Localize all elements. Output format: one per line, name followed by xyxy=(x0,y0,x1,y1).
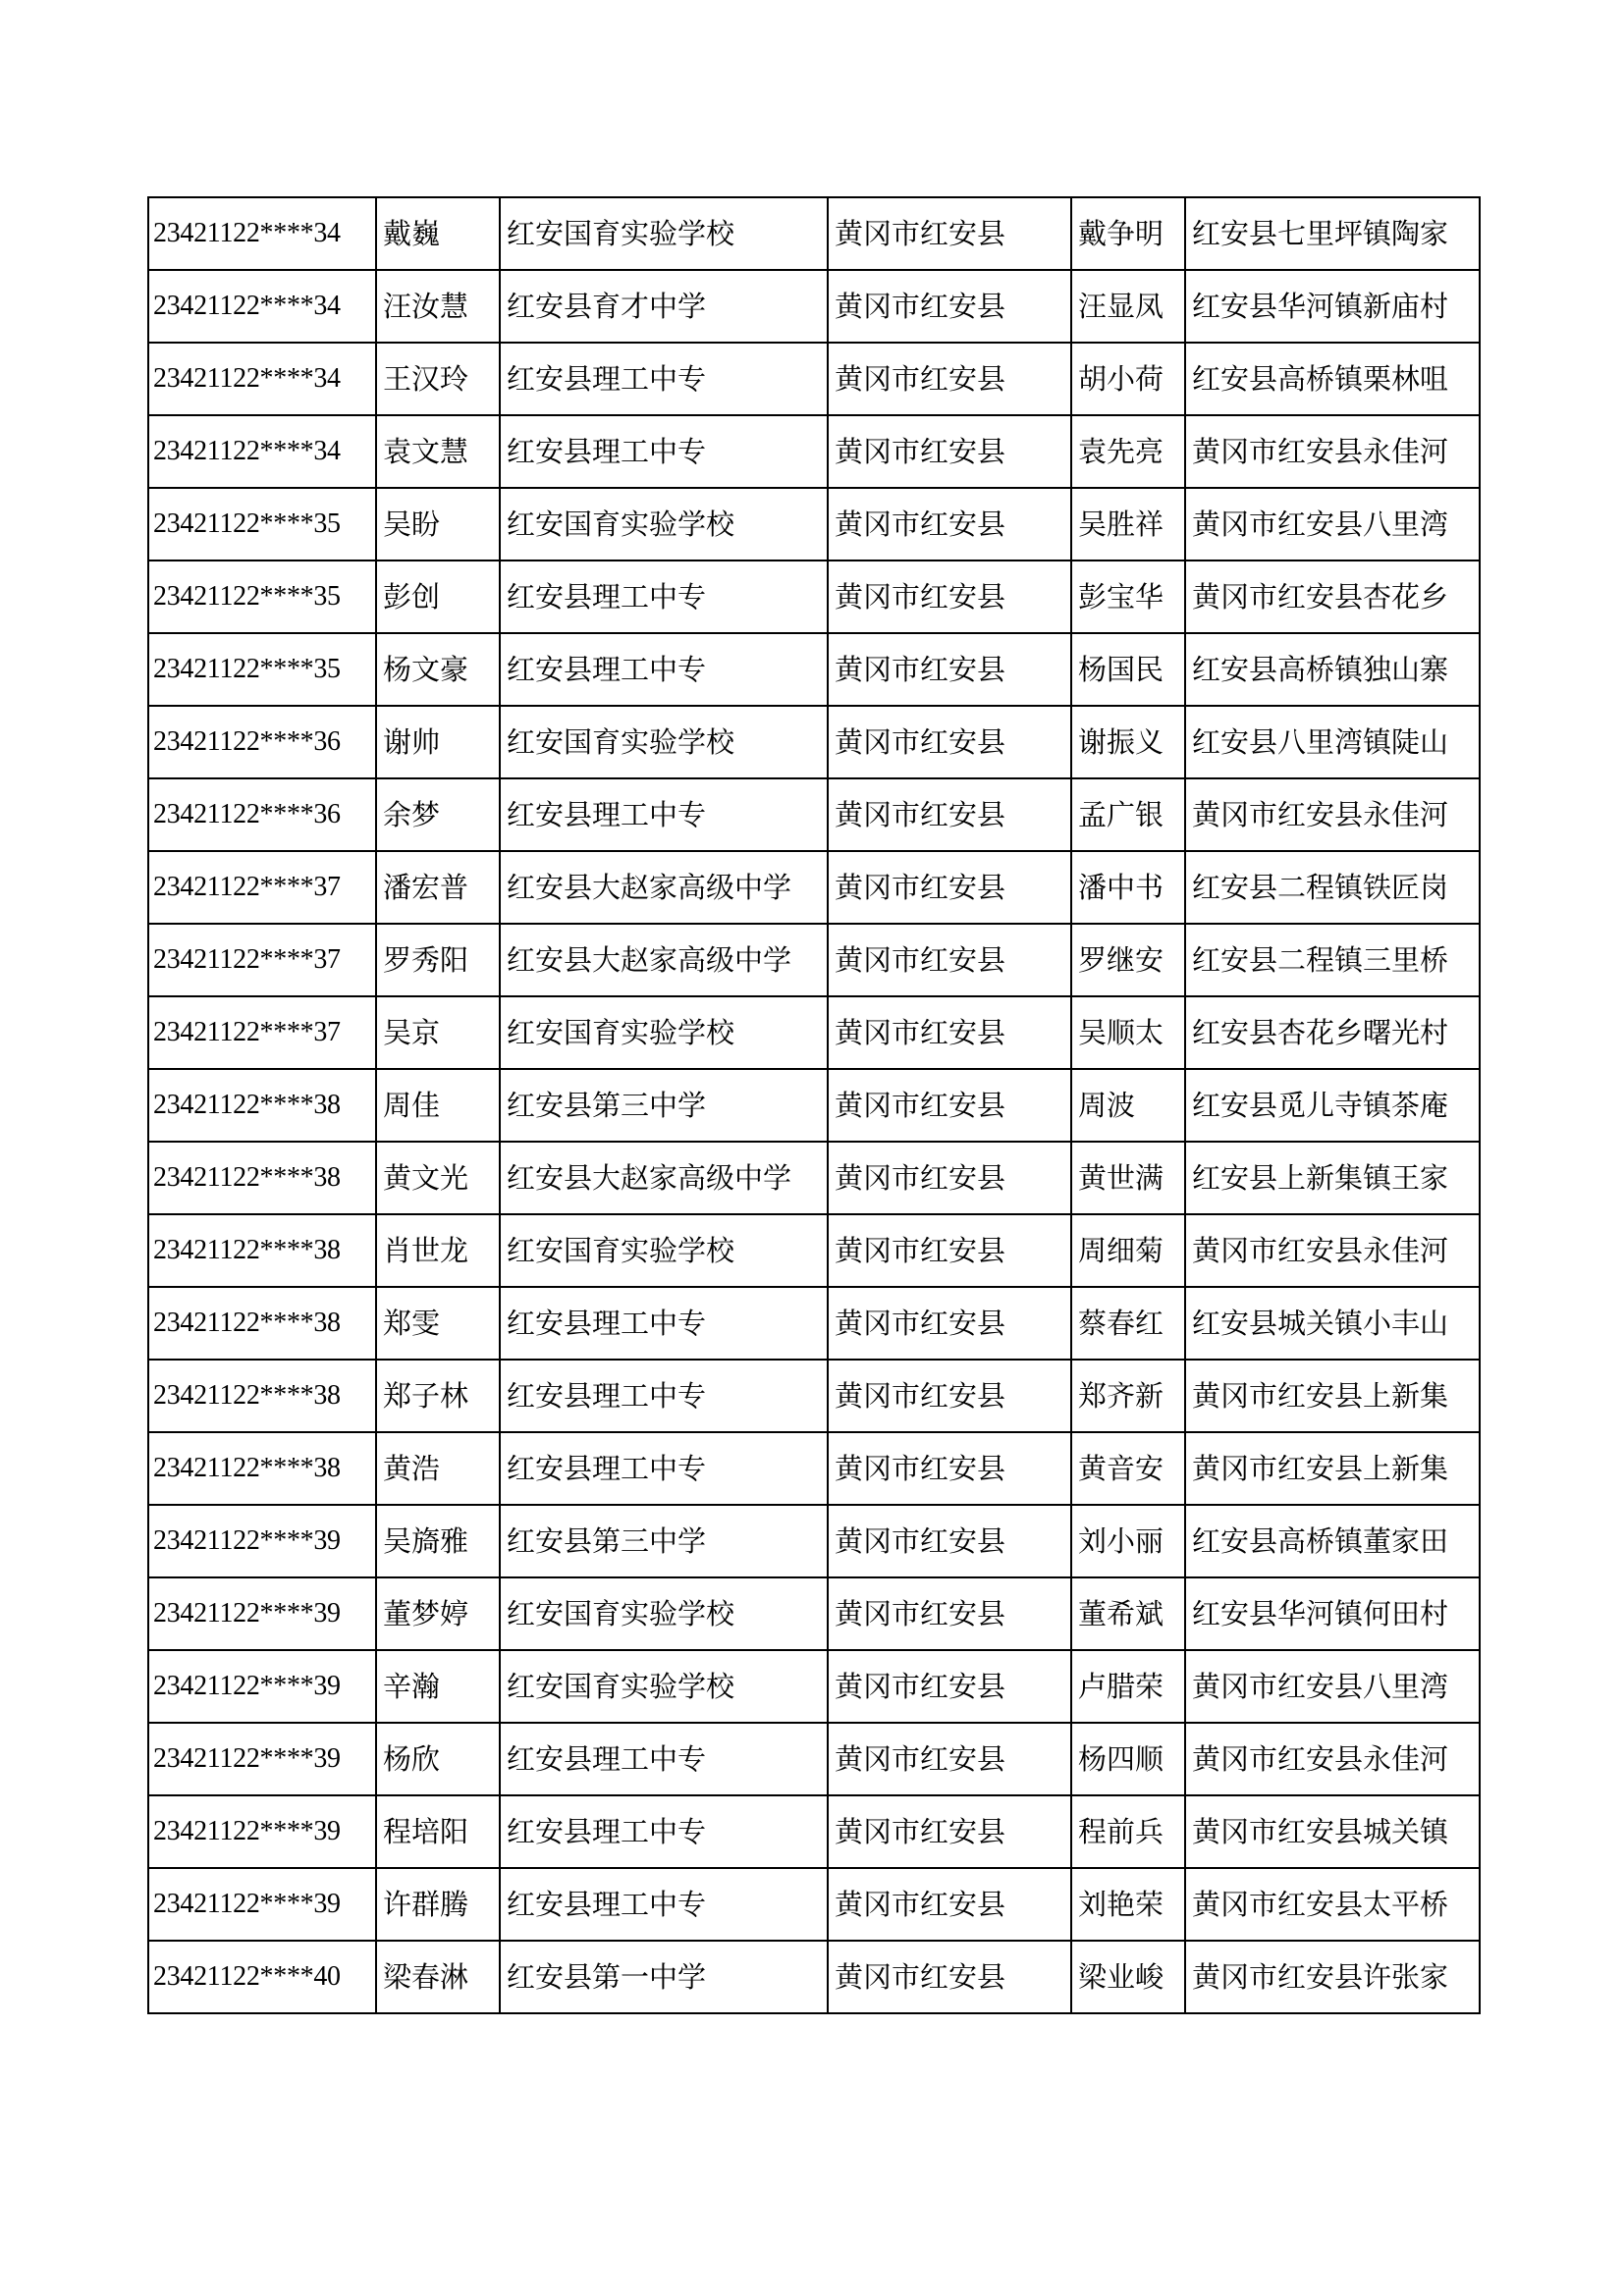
roster-body xyxy=(148,197,1480,2013)
cell-guardian-name: 黄音安 xyxy=(1071,1432,1185,1505)
cell-student-name: 周佳 xyxy=(376,1069,500,1142)
cell-school: 红安国育实验学校 xyxy=(500,488,828,561)
cell-region: 黄冈市红安县 xyxy=(828,1577,1071,1650)
table-row xyxy=(148,1214,1480,1287)
cell-guardian-name: 彭宝华 xyxy=(1071,561,1185,633)
cell-region: 黄冈市红安县 xyxy=(828,1505,1071,1577)
table-row xyxy=(148,1287,1480,1360)
table-row xyxy=(148,415,1480,488)
cell-school: 红安县理工中专 xyxy=(500,1287,828,1360)
cell-school: 红安国育实验学校 xyxy=(500,1577,828,1650)
cell-id-number: 23421122****38 xyxy=(148,1214,376,1287)
cell-region: 黄冈市红安县 xyxy=(828,343,1071,415)
cell-address: 红安县华河镇何田村 xyxy=(1185,1577,1480,1650)
cell-address: 黄冈市红安县杏花乡 xyxy=(1185,561,1480,633)
table-row xyxy=(148,778,1480,851)
cell-region: 黄冈市红安县 xyxy=(828,1142,1071,1214)
table-row xyxy=(148,1432,1480,1505)
table-row xyxy=(148,1650,1480,1723)
table-row xyxy=(148,1723,1480,1795)
cell-region: 黄冈市红安县 xyxy=(828,1795,1071,1868)
cell-student-name: 王汉玲 xyxy=(376,343,500,415)
cell-region: 黄冈市红安县 xyxy=(828,1432,1071,1505)
cell-region: 黄冈市红安县 xyxy=(828,415,1071,488)
cell-student-name: 郑雯 xyxy=(376,1287,500,1360)
cell-school: 红安县理工中专 xyxy=(500,1360,828,1432)
cell-id-number: 23421122****36 xyxy=(148,706,376,778)
cell-guardian-name: 杨四顺 xyxy=(1071,1723,1185,1795)
cell-address: 黄冈市红安县八里湾 xyxy=(1185,1650,1480,1723)
cell-school: 红安国育实验学校 xyxy=(500,1214,828,1287)
table-row xyxy=(148,561,1480,633)
cell-id-number: 23421122****39 xyxy=(148,1650,376,1723)
cell-id-number: 23421122****38 xyxy=(148,1360,376,1432)
table-row xyxy=(148,1142,1480,1214)
cell-address: 黄冈市红安县永佳河 xyxy=(1185,1723,1480,1795)
table-row xyxy=(148,1069,1480,1142)
cell-student-name: 黄文光 xyxy=(376,1142,500,1214)
cell-student-name: 许群腾 xyxy=(376,1868,500,1941)
table-row xyxy=(148,924,1480,996)
cell-guardian-name: 刘小丽 xyxy=(1071,1505,1185,1577)
cell-id-number: 23421122****38 xyxy=(148,1142,376,1214)
cell-id-number: 23421122****35 xyxy=(148,633,376,706)
table-row xyxy=(148,270,1480,343)
cell-id-number: 23421122****34 xyxy=(148,415,376,488)
cell-school: 红安县理工中专 xyxy=(500,1723,828,1795)
cell-student-name: 肖世龙 xyxy=(376,1214,500,1287)
cell-student-name: 董梦婷 xyxy=(376,1577,500,1650)
cell-guardian-name: 周波 xyxy=(1071,1069,1185,1142)
table-row xyxy=(148,1505,1480,1577)
cell-school: 红安县理工中专 xyxy=(500,415,828,488)
cell-student-name: 郑子林 xyxy=(376,1360,500,1432)
cell-student-name: 梁春淋 xyxy=(376,1941,500,2013)
cell-student-name: 谢帅 xyxy=(376,706,500,778)
cell-region: 黄冈市红安县 xyxy=(828,197,1071,270)
cell-region: 黄冈市红安县 xyxy=(828,1360,1071,1432)
cell-guardian-name: 梁业峻 xyxy=(1071,1941,1185,2013)
cell-id-number: 23421122****34 xyxy=(148,270,376,343)
cell-guardian-name: 周细菊 xyxy=(1071,1214,1185,1287)
cell-student-name: 袁文慧 xyxy=(376,415,500,488)
cell-school: 红安县大赵家高级中学 xyxy=(500,851,828,924)
table-row xyxy=(148,488,1480,561)
cell-address: 红安县高桥镇董家田 xyxy=(1185,1505,1480,1577)
cell-guardian-name: 刘艳荣 xyxy=(1071,1868,1185,1941)
cell-guardian-name: 潘中书 xyxy=(1071,851,1185,924)
cell-address: 黄冈市红安县永佳河 xyxy=(1185,1214,1480,1287)
cell-school: 红安国育实验学校 xyxy=(500,197,828,270)
cell-address: 红安县二程镇三里桥 xyxy=(1185,924,1480,996)
cell-id-number: 23421122****38 xyxy=(148,1287,376,1360)
cell-address: 红安县觅儿寺镇茶庵 xyxy=(1185,1069,1480,1142)
table-row xyxy=(148,996,1480,1069)
cell-address: 红安县二程镇铁匠岗 xyxy=(1185,851,1480,924)
cell-id-number: 23421122****40 xyxy=(148,1941,376,2013)
cell-id-number: 23421122****36 xyxy=(148,778,376,851)
cell-school: 红安县理工中专 xyxy=(500,1795,828,1868)
cell-id-number: 23421122****35 xyxy=(148,561,376,633)
cell-student-name: 吴盼 xyxy=(376,488,500,561)
cell-address: 黄冈市红安县太平桥 xyxy=(1185,1868,1480,1941)
cell-region: 黄冈市红安县 xyxy=(828,996,1071,1069)
cell-region: 黄冈市红安县 xyxy=(828,1723,1071,1795)
table-row xyxy=(148,1360,1480,1432)
cell-id-number: 23421122****39 xyxy=(148,1505,376,1577)
cell-address: 红安县高桥镇栗林咀 xyxy=(1185,343,1480,415)
cell-student-name: 汪汝慧 xyxy=(376,270,500,343)
cell-guardian-name: 吴顺太 xyxy=(1071,996,1185,1069)
cell-school: 红安县第一中学 xyxy=(500,1941,828,2013)
cell-student-name: 黄浩 xyxy=(376,1432,500,1505)
cell-school: 红安县理工中专 xyxy=(500,633,828,706)
cell-guardian-name: 胡小荷 xyxy=(1071,343,1185,415)
cell-id-number: 23421122****37 xyxy=(148,851,376,924)
cell-guardian-name: 董希斌 xyxy=(1071,1577,1185,1650)
cell-student-name: 吴京 xyxy=(376,996,500,1069)
cell-region: 黄冈市红安县 xyxy=(828,706,1071,778)
cell-school: 红安县大赵家高级中学 xyxy=(500,924,828,996)
table-row xyxy=(148,1795,1480,1868)
cell-guardian-name: 谢振义 xyxy=(1071,706,1185,778)
cell-region: 黄冈市红安县 xyxy=(828,1069,1071,1142)
table-row xyxy=(148,1941,1480,2013)
cell-region: 黄冈市红安县 xyxy=(828,488,1071,561)
cell-id-number: 23421122****35 xyxy=(148,488,376,561)
cell-address: 黄冈市红安县城关镇 xyxy=(1185,1795,1480,1868)
table-row xyxy=(148,1577,1480,1650)
table-row xyxy=(148,1868,1480,1941)
cell-student-name: 吴旖雅 xyxy=(376,1505,500,1577)
cell-school: 红安县育才中学 xyxy=(500,270,828,343)
cell-address: 黄冈市红安县上新集 xyxy=(1185,1432,1480,1505)
cell-address: 黄冈市红安县上新集 xyxy=(1185,1360,1480,1432)
table-row xyxy=(148,633,1480,706)
cell-guardian-name: 郑齐新 xyxy=(1071,1360,1185,1432)
table-row xyxy=(148,343,1480,415)
cell-student-name: 程培阳 xyxy=(376,1795,500,1868)
cell-school: 红安国育实验学校 xyxy=(500,996,828,1069)
cell-id-number: 23421122****38 xyxy=(148,1432,376,1505)
cell-region: 黄冈市红安县 xyxy=(828,1868,1071,1941)
cell-student-name: 罗秀阳 xyxy=(376,924,500,996)
cell-region: 黄冈市红安县 xyxy=(828,851,1071,924)
cell-address: 红安县上新集镇王家 xyxy=(1185,1142,1480,1214)
cell-address: 黄冈市红安县八里湾 xyxy=(1185,488,1480,561)
cell-region: 黄冈市红安县 xyxy=(828,1650,1071,1723)
roster-table xyxy=(147,196,1481,2014)
table-row xyxy=(148,197,1480,270)
cell-school: 红安县理工中专 xyxy=(500,561,828,633)
cell-student-name: 杨欣 xyxy=(376,1723,500,1795)
cell-id-number: 23421122****37 xyxy=(148,996,376,1069)
cell-region: 黄冈市红安县 xyxy=(828,633,1071,706)
cell-school: 红安县第三中学 xyxy=(500,1069,828,1142)
cell-region: 黄冈市红安县 xyxy=(828,561,1071,633)
cell-guardian-name: 孟广银 xyxy=(1071,778,1185,851)
cell-id-number: 23421122****39 xyxy=(148,1723,376,1795)
cell-region: 黄冈市红安县 xyxy=(828,1941,1071,2013)
cell-guardian-name: 蔡春红 xyxy=(1071,1287,1185,1360)
cell-school: 红安县理工中专 xyxy=(500,1868,828,1941)
cell-guardian-name: 罗继安 xyxy=(1071,924,1185,996)
cell-address: 红安县华河镇新庙村 xyxy=(1185,270,1480,343)
cell-school: 红安国育实验学校 xyxy=(500,1650,828,1723)
cell-student-name: 余梦 xyxy=(376,778,500,851)
cell-school: 红安国育实验学校 xyxy=(500,706,828,778)
cell-address: 红安县七里坪镇陶家 xyxy=(1185,197,1480,270)
cell-id-number: 23421122****34 xyxy=(148,197,376,270)
cell-student-name: 潘宏普 xyxy=(376,851,500,924)
cell-school: 红安县大赵家高级中学 xyxy=(500,1142,828,1214)
cell-region: 黄冈市红安县 xyxy=(828,1287,1071,1360)
cell-address: 红安县杏花乡曙光村 xyxy=(1185,996,1480,1069)
cell-id-number: 23421122****39 xyxy=(148,1577,376,1650)
cell-guardian-name: 杨国民 xyxy=(1071,633,1185,706)
cell-student-name: 杨文豪 xyxy=(376,633,500,706)
cell-school: 红安县理工中专 xyxy=(500,343,828,415)
cell-region: 黄冈市红安县 xyxy=(828,270,1071,343)
cell-region: 黄冈市红安县 xyxy=(828,924,1071,996)
cell-guardian-name: 黄世满 xyxy=(1071,1142,1185,1214)
cell-guardian-name: 汪显凤 xyxy=(1071,270,1185,343)
cell-guardian-name: 吴胜祥 xyxy=(1071,488,1185,561)
cell-school: 红安县理工中专 xyxy=(500,1432,828,1505)
cell-student-name: 辛瀚 xyxy=(376,1650,500,1723)
cell-guardian-name: 袁先亮 xyxy=(1071,415,1185,488)
cell-address: 黄冈市红安县许张家 xyxy=(1185,1941,1480,2013)
cell-student-name: 戴巍 xyxy=(376,197,500,270)
cell-region: 黄冈市红安县 xyxy=(828,778,1071,851)
cell-id-number: 23421122****34 xyxy=(148,343,376,415)
cell-address: 红安县八里湾镇陡山 xyxy=(1185,706,1480,778)
cell-id-number: 23421122****39 xyxy=(148,1868,376,1941)
cell-guardian-name: 卢腊荣 xyxy=(1071,1650,1185,1723)
table-row xyxy=(148,706,1480,778)
cell-student-name: 彭创 xyxy=(376,561,500,633)
cell-school: 红安县理工中专 xyxy=(500,778,828,851)
cell-id-number: 23421122****37 xyxy=(148,924,376,996)
cell-id-number: 23421122****39 xyxy=(148,1795,376,1868)
cell-address: 黄冈市红安县永佳河 xyxy=(1185,778,1480,851)
cell-guardian-name: 程前兵 xyxy=(1071,1795,1185,1868)
cell-address: 黄冈市红安县永佳河 xyxy=(1185,415,1480,488)
cell-school: 红安县第三中学 xyxy=(500,1505,828,1577)
cell-address: 红安县高桥镇独山寨 xyxy=(1185,633,1480,706)
table-row xyxy=(148,851,1480,924)
cell-guardian-name: 戴争明 xyxy=(1071,197,1185,270)
cell-address: 红安县城关镇小丰山 xyxy=(1185,1287,1480,1360)
cell-region: 黄冈市红安县 xyxy=(828,1214,1071,1287)
cell-id-number: 23421122****38 xyxy=(148,1069,376,1142)
